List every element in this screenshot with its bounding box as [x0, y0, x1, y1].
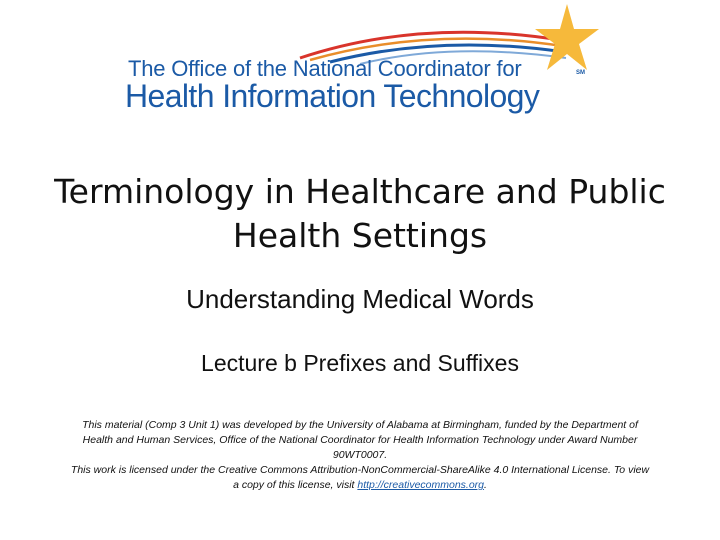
logo-text-hit: Health Information Technology [125, 78, 540, 114]
development-credit: This material (Comp 3 Unit 1) was developed by the University of Alabama at Birmingham, funded by the Department of Health and Human Services, Office of the National Coordinator for Health Information Technology under Award Number 90WT0007. [82, 419, 638, 461]
service-mark: SM [576, 70, 585, 76]
license-end: . [484, 479, 487, 491]
lecture-title: Lecture b Prefixes and Suffixes [201, 350, 519, 376]
license-link[interactable]: http://creativecommons.org [357, 479, 485, 491]
onc-logo [0, 0, 720, 130]
credits-block [70, 418, 650, 493]
license-credit [70, 463, 650, 493]
slide-title-line2: Health Settings [232, 216, 488, 255]
logo-text-office: The Office of the National Coordinator for [128, 56, 522, 81]
slide-title [0, 170, 720, 258]
license-text: This work is licensed under the Creative Commons Attribution-NonCommercial-ShareAlike 4.0 International License. To view a copy of this license, visit [70, 464, 650, 491]
slide-subtitle: Understanding Medical Words [186, 284, 534, 314]
slide-title-line1: Terminology in Healthcare and Public [54, 172, 666, 211]
